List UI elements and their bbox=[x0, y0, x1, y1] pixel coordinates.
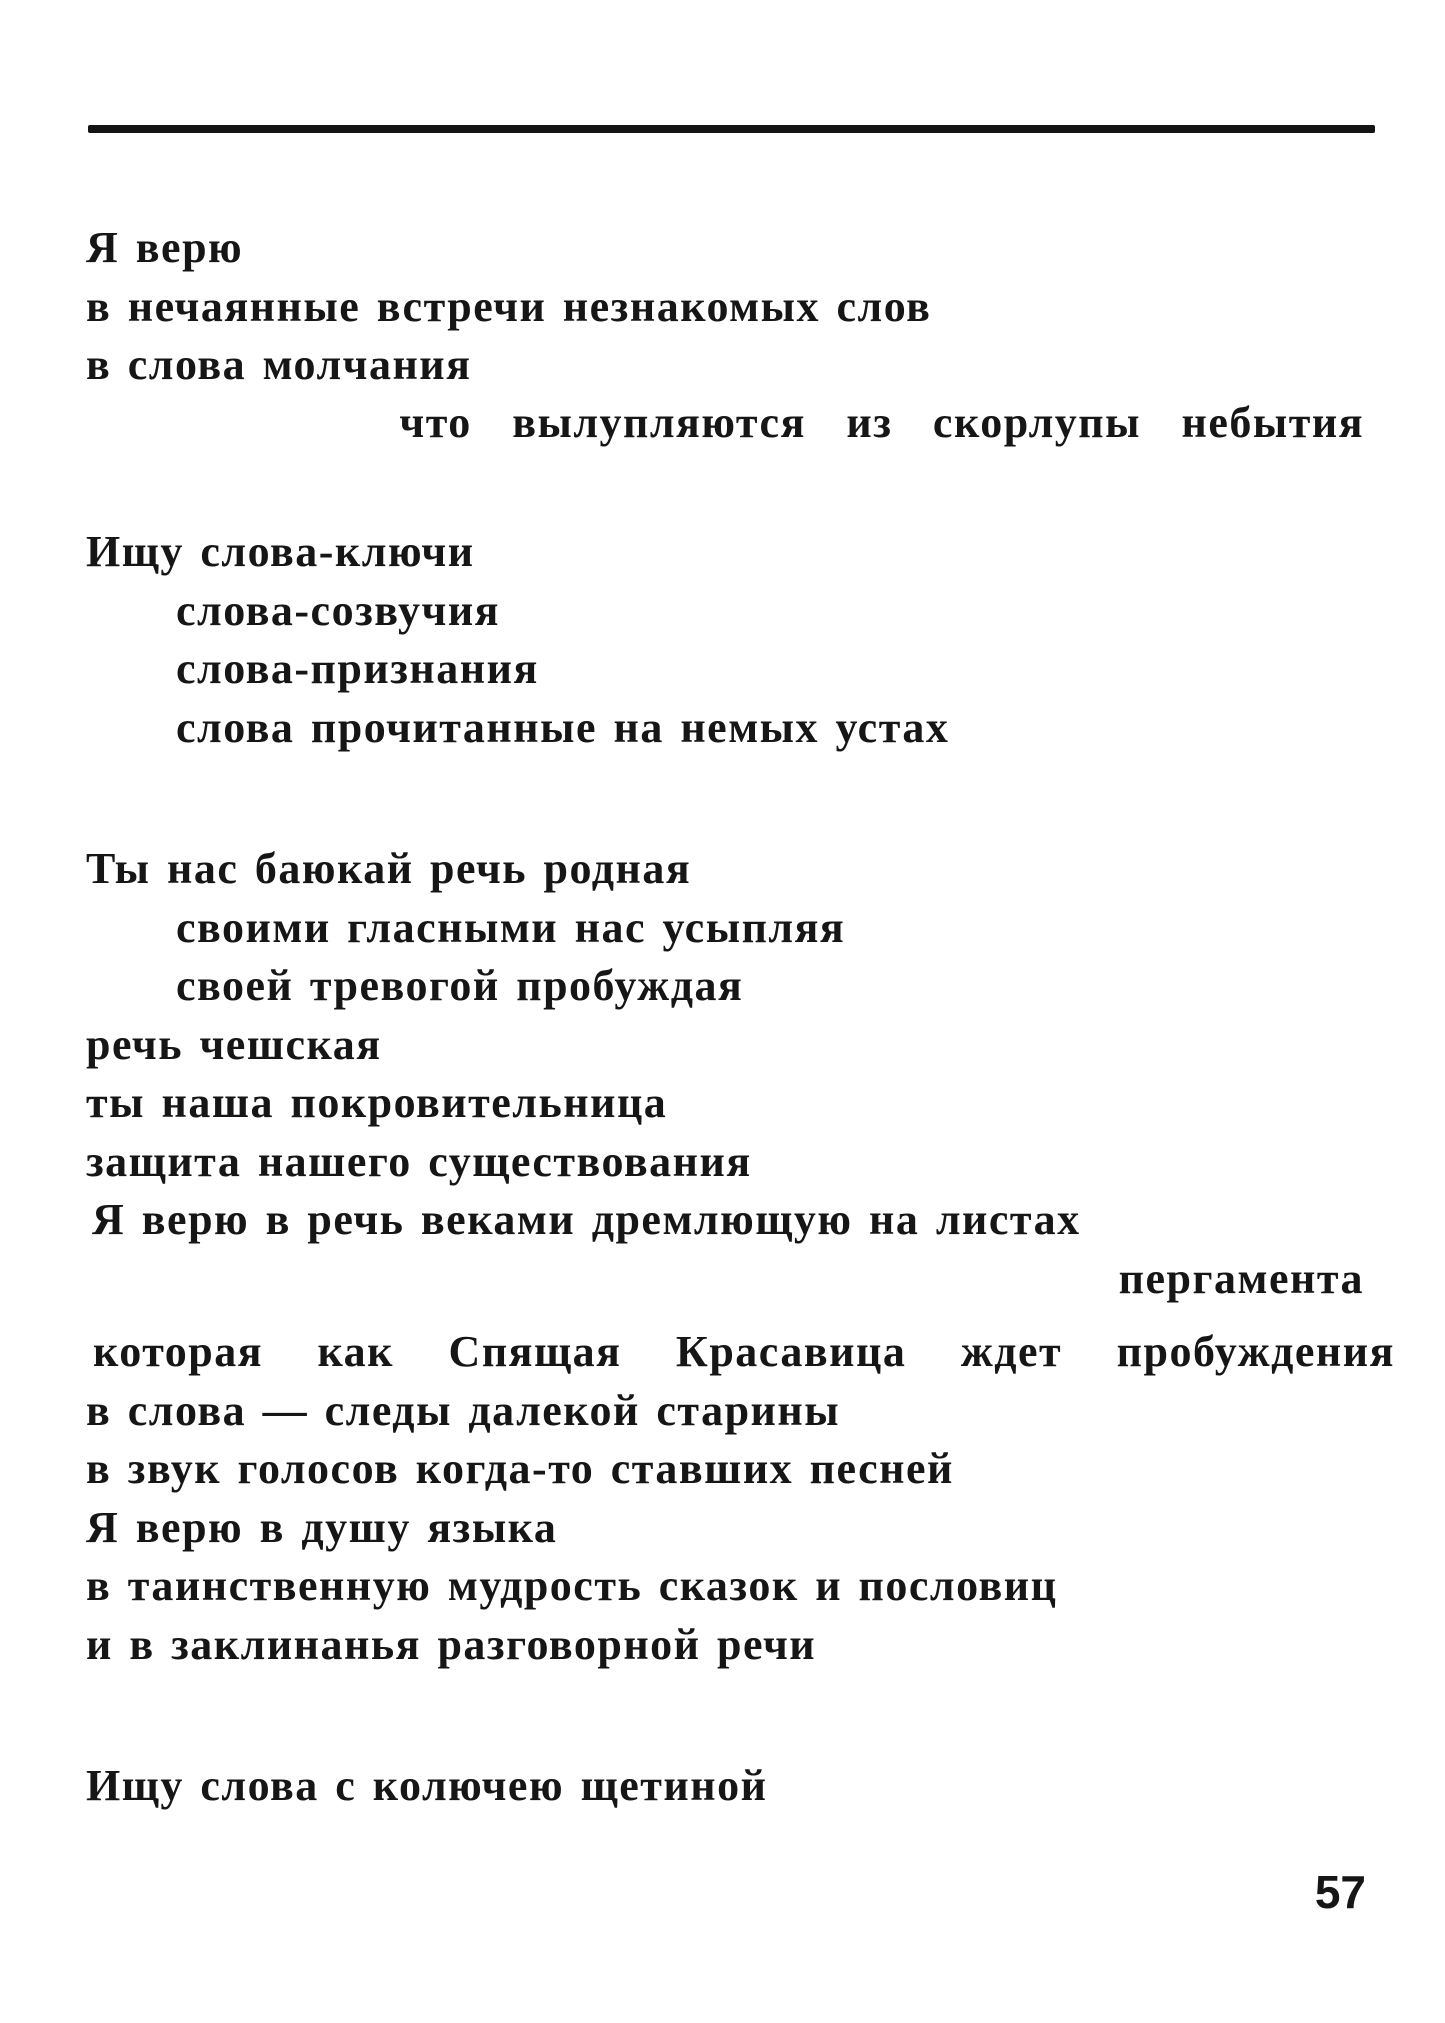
poem-line: речь чешская bbox=[86, 1020, 382, 1069]
page-number: 57 bbox=[1314, 1866, 1366, 1918]
poem-line: Ищу слова-ключи bbox=[86, 527, 475, 576]
poem-line: в звук голосов когда-то ставших песней bbox=[86, 1444, 954, 1493]
poem-line: которая как Спящая Красавица ждет пробуждения bbox=[93, 1327, 1395, 1376]
poem-line: ты наша покровительница bbox=[86, 1078, 668, 1127]
poem-line: пергамента bbox=[1118, 1254, 1364, 1303]
poem-line: что вылупляются из скорлупы небытия bbox=[399, 398, 1364, 447]
poem-line: своими гласными нас усыпляя bbox=[176, 903, 846, 952]
poem-line: слова прочитанные на немых устах bbox=[176, 703, 950, 752]
poem-line: Я верю bbox=[86, 223, 244, 272]
poem-line: в слова молчания bbox=[86, 340, 472, 389]
poem-line: Ты нас баюкай речь родная bbox=[86, 844, 692, 893]
poem-line: Я верю в душу языка bbox=[86, 1503, 558, 1552]
poem-line: в слова — следы далекой старины bbox=[86, 1386, 841, 1435]
poem-line: Я верю в речь веками дремлющую на листах bbox=[92, 1195, 1081, 1244]
top-rule bbox=[88, 125, 1375, 133]
poem-line: в таинственную мудрость сказок и пословиц bbox=[86, 1561, 1058, 1610]
poem-line: Ищу слова с колючею щетиной bbox=[86, 1761, 768, 1810]
poem-line: слова-созвучия bbox=[176, 586, 500, 635]
poem-line: защита нашего существования bbox=[86, 1137, 752, 1186]
poem-line: и в заклинанья разговорной речи bbox=[86, 1620, 817, 1669]
poem-line: слова-признания bbox=[176, 644, 539, 693]
poem-line: своей тревогой пробуждая bbox=[176, 961, 744, 1010]
poem-line: в нечаянные встречи незнакомых слов bbox=[86, 282, 932, 331]
